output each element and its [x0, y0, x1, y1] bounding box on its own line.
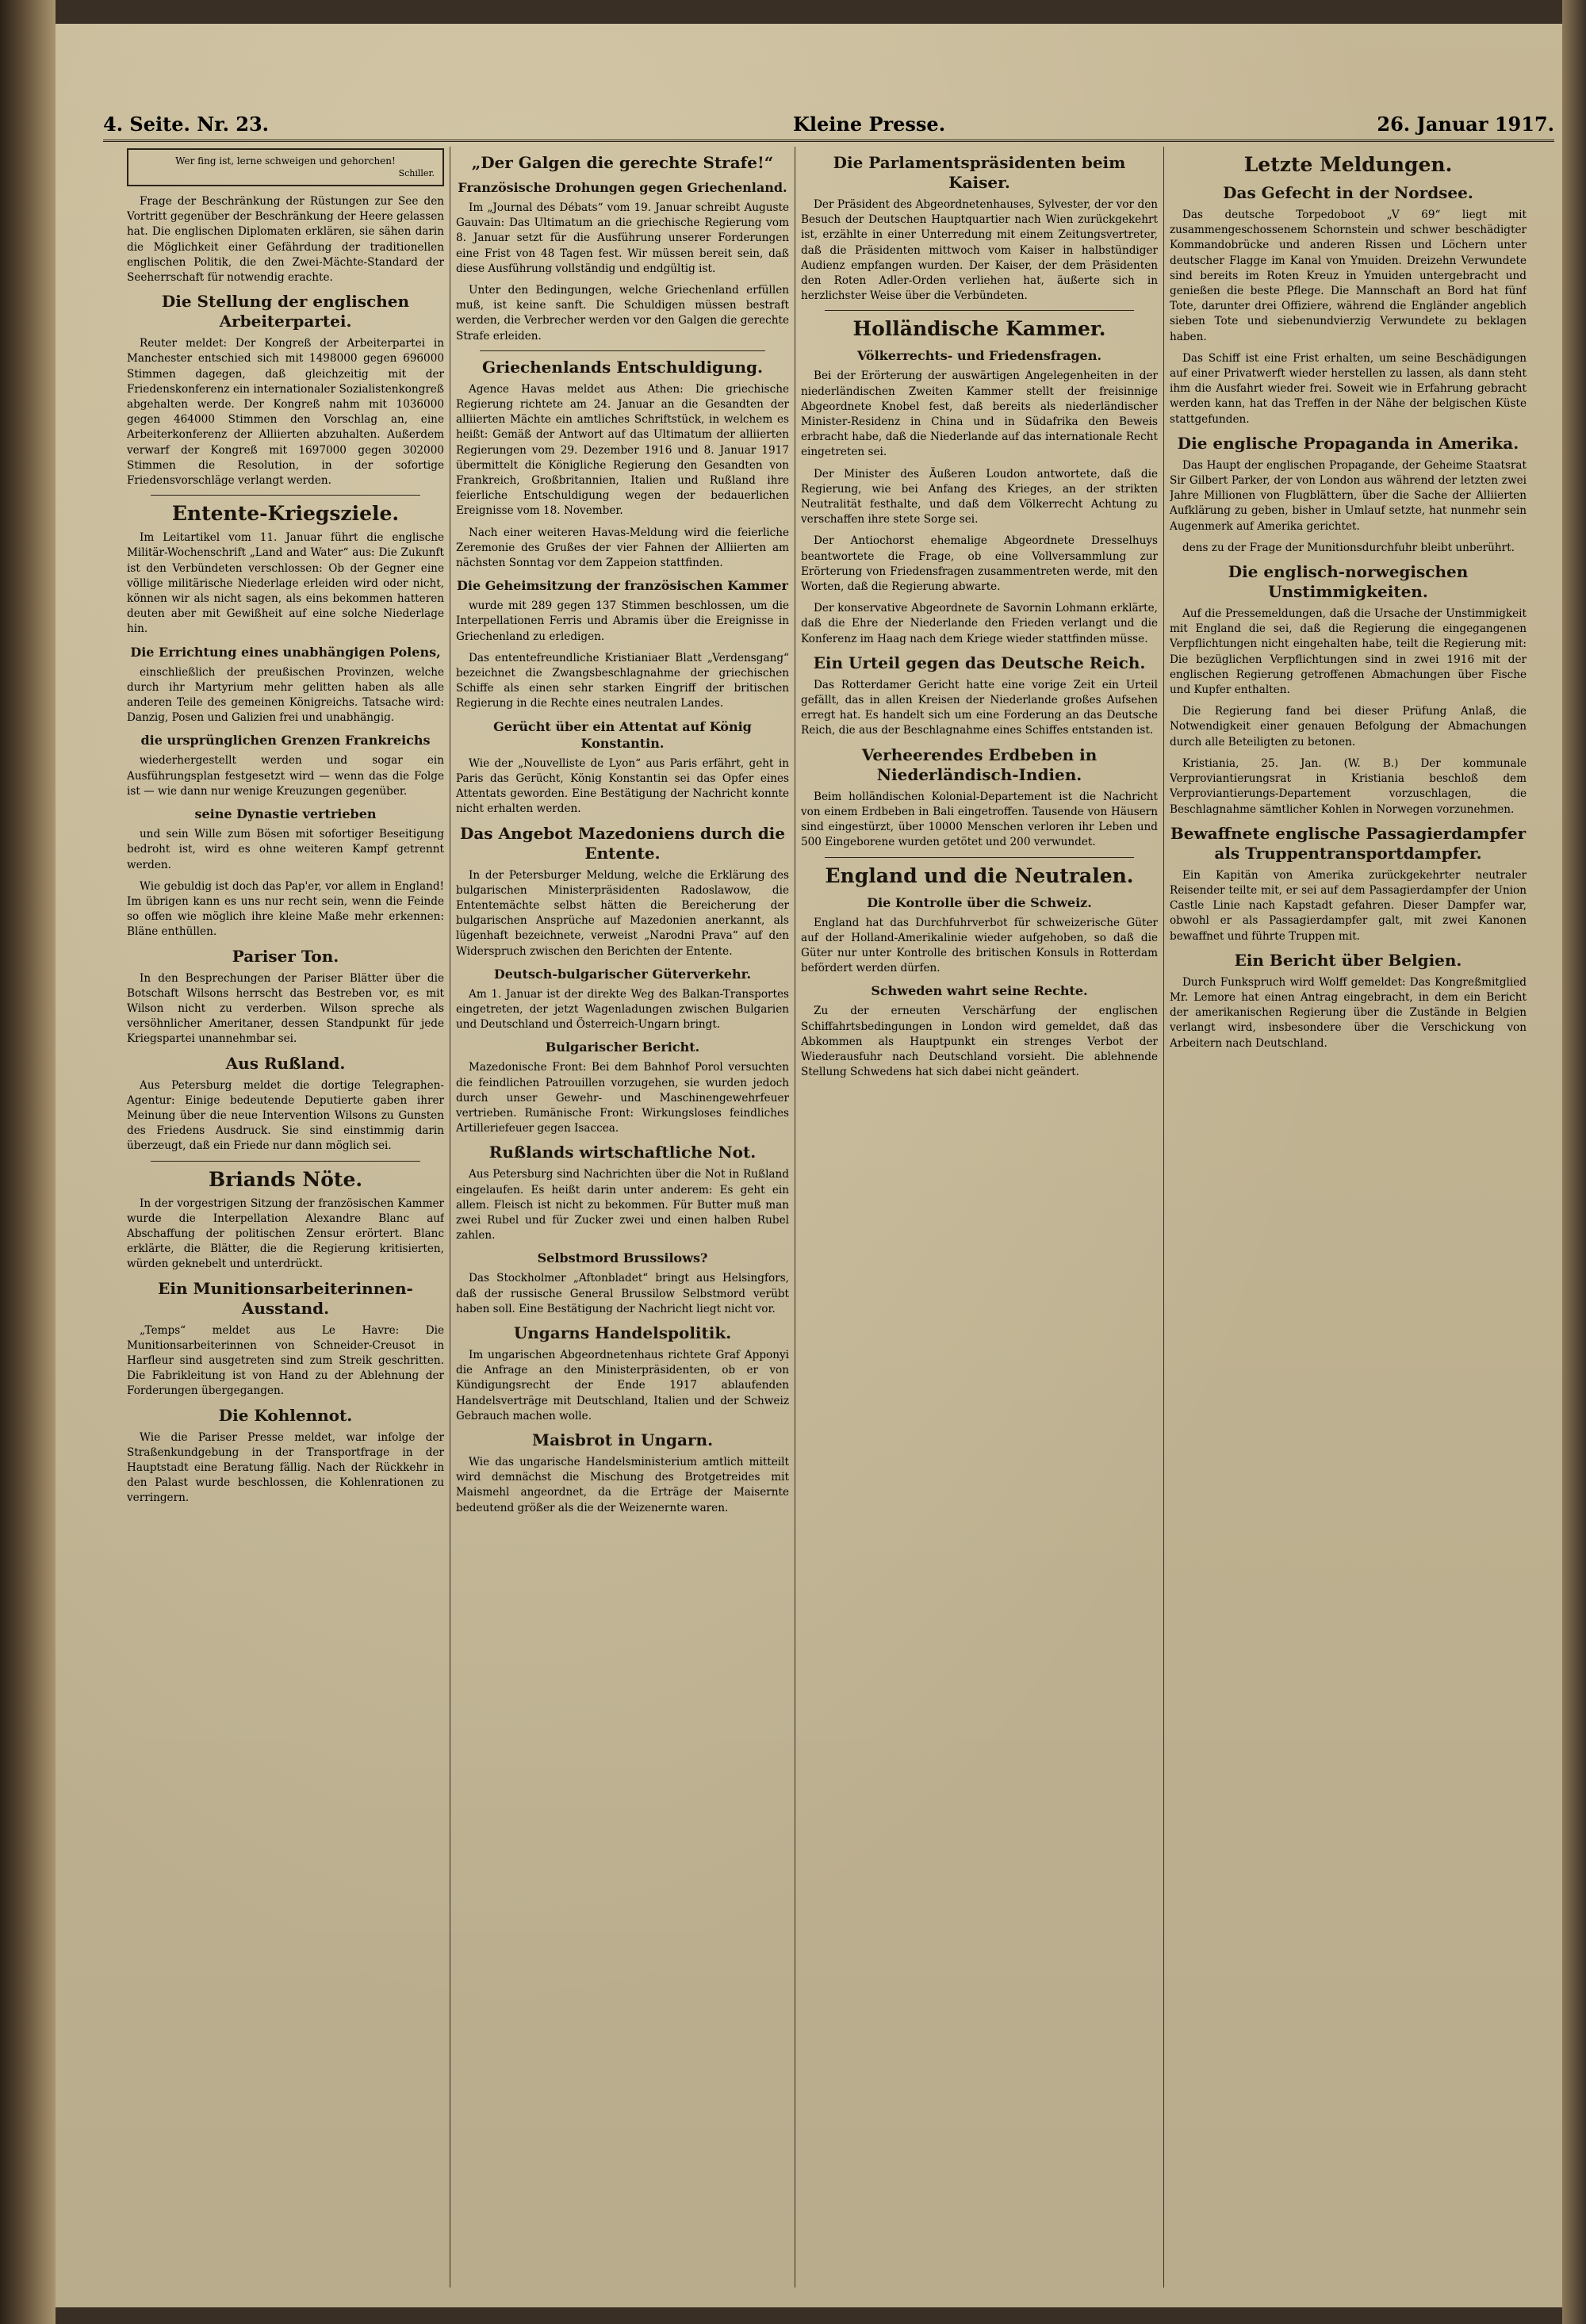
article-paragraph: Wie der „Nouvelliste de Lyon“ aus Paris erfährt, geht in Paris das Gerücht, König Konstantin sei das Opfer eines Attentats geworden. Eine Bestätigung der Nachricht konnte nicht erhalten werden. [456, 756, 789, 816]
article-headline: „Der Galgen die gerechte Strafe!“ [471, 153, 774, 172]
article-headline: Die englisch-norwegischen Unstimmigkeiten. [1228, 562, 1469, 602]
masthead: Kleine Presse. [793, 113, 946, 136]
article-paragraph: Wie gebuldig ist doch das Pap'er, vor allem in England! Im übrigen kann es uns nur recht sein, wenn die Feinde so offen wie möglich ihre kleine Maße mehr erkennen: Bläne enthüllen. [127, 879, 444, 939]
section-subheading: Die Errichtung eines unabhängigen Polens, [130, 644, 441, 660]
article-paragraph: In den Besprechungen der Pariser Blätter über die Botschaft Wilsons herrscht das Bestreben vor, es mit Wilson nicht zu verderben. Wilson spreche als versöhnlicher Ameritaner, dessen Standpunkt für jede Kriegspartei unannehmbar sei. [127, 971, 444, 1046]
article-headline: Maisbrot in Ungarn. [531, 1430, 714, 1449]
article-subheadline: Völkerrechts- und Friedensfragen. [856, 348, 1102, 364]
article-headline: Aus Rußland. [225, 1053, 346, 1073]
section-subheading: Die Geheimsitzung der französischen Kammer [457, 578, 788, 594]
article-headline: Ein Urteil gegen das Deutsche Reich. [813, 653, 1146, 672]
article-headline: Deutsch-bulgarischer Güterverkehr. [493, 966, 752, 982]
motto-text: Wer fing ist, lerne schweigen und gehorchen! [175, 155, 396, 167]
article-headline: Die Stellung der englischen Arbeiterpartei. [161, 292, 410, 331]
article-headline: Griechenlands Entschuldigung. [482, 357, 763, 377]
page-header [103, 111, 1554, 142]
article-headline: Holländische Kammer. [852, 317, 1106, 341]
article-paragraph: Unter den Bedingungen, welche Griechenland erfüllen muß, ist keine sanft. Die Schuldigen müssen bestraft werden, die Verbrecher werden vor den Galgen die gerechte Strafe erleiden. [456, 284, 789, 343]
article-headline: Pariser Ton. [232, 946, 339, 966]
article-headline: Gerücht über ein Attentat auf König Konstantin. [493, 718, 752, 751]
article-paragraph: wurde mit 289 gegen 137 Stimmen beschlossen, um die Interpellationen Ferris und Abramis über die Ereignisse in Griechenland zu erledigen. [456, 599, 789, 643]
section-subheading: die ursprünglichen Grenzen Frankreichs [140, 733, 431, 749]
article-subheadline: Französische Drohungen gegen Griechenland. [458, 180, 787, 195]
article-paragraph: wiederhergestellt werden und sogar ein Ausführungsplan festgesetzt wird — wenn das die Folge ist — wie dann nur wenige Kreuzungen gegenüber. [127, 754, 444, 798]
divider [825, 857, 1134, 858]
article-paragraph: Der konservative Abgeordnete de Savornin Lohmann erklärte, daß die Ehre der Niederlande den Frieden verlangt und die Konferenz im Haag nach dem Kriege wieder stattfinden müsse. [801, 602, 1158, 645]
section-headline: Letzte Meldungen. [1243, 153, 1453, 176]
article-paragraph: „Temps“ meldet aus Le Havre: Die Munitionsarbeiterinnen von Schneider-Creusot in Harfleur sind ausgetreten sind zum Streik geschritten. Die Fabrikleitung ist von Hand zu der Ablehnung der Forderungen übergegangen. [127, 1323, 444, 1398]
divider [151, 1161, 420, 1162]
article-paragraph: Das deutsche Torpedoboot „V 69“ liegt mit zusammengeschossenem Schornstein und schwer beschädigter Kommandobrücke und anderen Rissen und Löchern unter deutscher Flagge im Kanal von Ymuiden. Dreizehn Verwundete sind bereits im Roten Kreuz in Ymuiden untergebracht und genießen die beste Pflege. Die Mannschaft an Bord hat fünf Tote, darunter drei Offiziere, während die Engländer angeblich sieben Tote und siebenundvierzig Verwundete zu beklagen haben. [1170, 209, 1527, 343]
article-headline: Schweden wahrt seine Rechte. [871, 983, 1088, 999]
article-headline: Das Angebot Mazedoniens durch die Entente. [460, 823, 785, 863]
article-paragraph: Das Schiff ist eine Frist erhalten, um seine Beschädigungen auf einer Privatwerft wieder herstellen zu lassen, als dann steht ihm die Ausfahrt wieder frei. Soweit wie in Erfahrung gebracht werden kann, hat das Treffen in der Nähe der belgischen Küste stattgefunden. [1170, 351, 1527, 426]
article-paragraph: Das ententefreundliche Kristianiaer Blatt „Verdensgang“ bezeichnet die Zwangsbeschlagnahme der griechischen Schiffe als einen sehr starken Eingriff der britischen Regierung in die Rechte eines neutralen Landes. [456, 651, 789, 710]
article-paragraph: Mazedonische Front: Bei dem Bahnhof Porol versuchten die feindlichen Patrouillen vorzugehen, sie wurden jedoch durch unser Gewehr- und Maschinengewehrfeuer vertrieben. Rumänische Front: Wirkungsloses feindliches Artilleriefeuer gegen Isaccea. [456, 1061, 789, 1135]
column-3 [801, 147, 1158, 2303]
article-paragraph: Wie das ungarische Handelsministerium amtlich mitteilt wird demnächst die Mischung des Brotgetreides mit Maismehl angeordnet, da die Erträge der Maisernte bedeutend größer als die der Weizenernte waren. [456, 1455, 789, 1514]
article-paragraph: Durch Funkspruch wird Wolff gemeldet: Das Kongreßmitglied Mr. Lemore hat einen Antrag eingebracht, in dem ein Bericht der amerikanischen Regierung über die Zustände in Belgien verlangt wird, insbesondere über die Verschickung von Arbeitern nach Deutschland. [1170, 975, 1527, 1050]
article-paragraph: Im „Journal des Débats“ vom 19. Januar schreibt Auguste Gauvain: Das Ultimatum an die griechische Regierung vom 8. Januar setzt für die Ausführung unserer Forderungen eine Frist von 48 Tagen fest. Wir müssen bereit sein, daß diese Ausführung vollständig und endgültig ist. [456, 201, 789, 275]
article-paragraph: Der Präsident des Abgeordnetenhauses, Sylvester, der vor den Besuch der Deutschen Hauptquartier nach Wien zurückgekehrt ist, erzählte in einer Unterredung mit einem Zeitungsvertreter, daß die Präsidenten mittwoch vom Kaiser in halbstündiger Audienz empfangen wurden. Der Kaiser, der dem Präsidenten den Roten Adler-Orden verliehen hat, äußerte sich in herzlichster Weise über die Verbündeten. [801, 198, 1158, 303]
article-paragraph: Ein Kapitän von Amerika zurückgekehrter neutraler Reisender teilte mit, er sei auf dem Passagierdampfer der Union Castle Linie nach Kapstadt gefahren. Dieser Dampfer war, obwohl er als Passagierdampfer galt, mit zwei Kanonen bewaffnet und führte Truppen mit. [1170, 868, 1527, 943]
column-rule [1163, 147, 1164, 2288]
article-paragraph: Auf die Pressemeldungen, daß die Ursache der Unstimmigkeit mit England die sei, daß die Regierung die eingegangenen Verpflichtungen nicht eingehalten habe, teilt die Regierung mit: Die bezüglichen Verpflichtungen sind in zwei 1916 mit der englischen Regierung getroffenen Abmachungen über Fische und Kupfer enthalten. [1170, 607, 1527, 697]
article-headline: Die Kohlennot. [218, 1405, 353, 1425]
article-paragraph: Nach einer weiteren Havas-Meldung wird die feierliche Zeremonie des Grußes der vier Fahnen der Alliierten am nächsten Sonntag vor dem Zappeion stattfinden. [456, 526, 789, 570]
motto-box [127, 148, 444, 186]
article-paragraph: In der Petersburger Meldung, welche die Erklärung des bulgarischen Ministerpräsidenten Radoslawow, die Ententemächte selbst hätten die Bereicherung der bulgarischen Ansprüche auf Mazedonien anerkannt, als lügenhaft bezeichnete, verweist „Narodni Prava“ auf den Widerspruch zwischen den Berichten der Entente. [456, 868, 789, 958]
article-headline: Verheerendes Erdbeben in Niederländisch-Indien. [861, 745, 1098, 784]
article-headline: Bewaffnete englische Passagierdampfer als Truppentransportdampfer. [1170, 823, 1527, 863]
article-paragraph: Im Leitartikel vom 11. Januar führt die englische Militär-Wochenschrift „Land and Water“ aus: Die Zukunft ist den Verbündeten verschlossen: Ob der Gegner eine völlige militärische Niederlage erleiden wird oder nicht, können wir als nicht sagen, als eins bekommen hatteren deuten aber mit Gewißheit auf eine solche Niederlage hin. [127, 531, 444, 636]
article-headline: Selbstmord Brussilows? [537, 1250, 708, 1266]
article-headline: Ein Bericht über Belgien. [1234, 950, 1462, 970]
article-paragraph: Beim holländischen Kolonial-Departement ist die Nachricht von einem Erdbeben in Bali eingetroffen. Tausende von Häusern sind eingestürzt, über 10000 Menschen verloren ihr Leben und 500 Eingeborene wurden getötet und 200 verwundet. [801, 790, 1158, 849]
article-paragraph: einschließlich der preußischen Provinzen, welche durch ihr Martyrium mehr gelitten haben als alle anderen Teile des gemeinen Königreichs. Tatsache wird: Danzig, Posen und Galizien frei und unabhängig. [127, 665, 444, 725]
article-paragraph: Der Minister des Äußeren Loudon antwortete, daß die Regierung, wie bei Anfang des Krieges, an der strikten Neutralität festhalte, und daß dem Völkerrecht Achtung zu verschaffen ihre stete Sorge sei. [801, 467, 1158, 526]
column-4 [1170, 147, 1527, 2303]
article-paragraph: dens zu der Frage der Munitionsdurchfuhr bleibt unberührt. [1182, 541, 1515, 554]
article-paragraph: Agence Havas meldet aus Athen: Die griechische Regierung richtete am 24. Januar an die Gesandten der alliierten Mächte ein amtliches Schriftstück, in welchem es heißt: Gemäß der Antwort auf das Ultimatum der alliierten Regierungen vom 29. Dezember 1916 und 8. Januar 1917 übermittelt die Königliche Regierung den Gesandten von Frankreich, Großbritannien, Italien und Rußland ihre feierliche Entschuldigung wegen der bedauerlichen Ereignisse vom 18. November. [456, 382, 789, 518]
article-paragraph: Das Haupt der englischen Propagande, der Geheime Staatsrat Sir Gilbert Parker, der von London aus während der letzten zwei Jahre Millionen von Flugblättern, über die Sache der Alliierten Aufklärung zu geben, bisher in Umlauf setzte, hat nunmehr sein Augenmerk auf Amerika gerichtet. [1170, 458, 1527, 533]
article-paragraph: Aus Petersburg meldet die dortige Telegraphen-Agentur: Einige bedeutende Deputierte gaben ihrer Meinung über die neue Intervention Wilsons zu Gunsten des Friedens Ausdruck. Sie sind einstimmig darin überzeugt, daß ein Friede nur dann möglich sei. [127, 1078, 444, 1153]
article-paragraph: Kristiania, 25. Jan. (W. B.) Der kommunale Verproviantierungsrat in Kristiania beschloß dem Verproviantierungs-Departement vorzuschlagen, die Beschlagnahme sämtlicher Kohlen in Norwegen vorzunehmen. [1170, 756, 1527, 816]
article-headline: Die englische Propaganda in Amerika. [1177, 433, 1519, 453]
page-number: 4. Seite. Nr. 23. [103, 113, 270, 136]
article-paragraph: Am 1. Januar ist der direkte Weg des Balkan-Transportes eingetreten, der jetzt Wagenladungen zwischen Bulgarien und Deutschland und Österreich-Ungarn bringt. [456, 987, 789, 1032]
article-headline: Bulgarischer Bericht. [545, 1039, 700, 1055]
article-paragraph: Das Stockholmer „Aftonbladet“ bringt aus Helsingfors, daß der russische General Brussilow Selbstmord verübt haben soll. Eine Bestätigung der Nachricht liegt nicht vor. [456, 1272, 789, 1315]
article-paragraph: Zu der erneuten Verschärfung der englischen Schiffahrtsbedingungen in London wird gemeldet, daß das Abkommen als Hauptpunkt ein strenges Verbot der Wiederausfuhr nach Deutschland vorsieht. Die ablehnende Stellung Schwedens hat sich dabei nicht geändert. [801, 1005, 1158, 1079]
divider [151, 495, 420, 496]
column-1 [127, 147, 444, 2303]
book-binding-edge [0, 0, 56, 2324]
divider [825, 310, 1134, 311]
page-right-edge [1562, 0, 1586, 2324]
article-headline: Die Parlamentspräsidenten beim Kaiser. [833, 153, 1126, 192]
section-subheading: seine Dynastie vertrieben [194, 806, 377, 822]
article-paragraph: Das Rotterdamer Gericht hatte eine vorige Zeit ein Urteil gefällt, das in allen Kreisen der Niederlande großes Aufsehen erregt hat. Es handelt sich um eine Forderung an das Deutsche Reich, die aus der Beschlagnahme eines Schiffes entstanden ist. [801, 678, 1158, 737]
article-headline: Ein Munitionsarbeiterinnen-Ausstand. [158, 1278, 413, 1318]
article-subheadline: Die Kontrolle über die Schweiz. [867, 894, 1092, 910]
article-paragraph: Bei der Erörterung der auswärtigen Angelegenheiten in der niederländischen Zweiten Kammer stellt der freisinnige Abgeordnete Knobel fest, daß bereits als niederländischer Minister-Residenz in China und in Südafrika den Beweis erbracht habe, daß die Niederlande auf das internationale Recht eingetreten sei. [801, 369, 1158, 459]
article-paragraph: Die Regierung fand bei dieser Prüfung Anlaß, die Notwendigkeit einer genauen Befolgung der Abmachungen durch alle Beteiligten zu betonen. [1170, 705, 1527, 749]
article-headline: Rußlands wirtschaftliche Not. [488, 1143, 757, 1162]
article-paragraph: Frage der Beschränkung der Rüstungen zur See den Vortritt gegenüber der Beschränkung der Heere gelassen hat. Die englischen Diplomaten erklären, sie sähen darin die Möglichkeit einer Gefährdung der traditionellen englischen Politik, die den Zwei-Mächte-Standard der Seeherrschaft für notwendig erachte. [127, 195, 444, 285]
motto-source: Schiller. [398, 168, 435, 178]
article-paragraph: In der vorgestrigen Sitzung der französischen Kammer wurde die Interpellation Alexandre Blanc auf Abschaffung der politischen Zensur erörtert. Blanc erklärte, die Blätter, die die Regierung kritisierten, würden geknebelt und unterdrückt. [127, 1196, 444, 1271]
issue-date: 26. Januar 1917. [1377, 113, 1554, 136]
article-paragraph: Der Antiochorst ehemalige Abgeordnete Dresselhuys beantwortete die Frage, ob eine Vollversammlung zur Erörterung von Friedensfragen zusammentreten werde, mit den Worten, daß die Regierung abwarte. [801, 534, 1158, 594]
divider [480, 350, 765, 351]
article-headline: England und die Neutralen. [825, 863, 1134, 887]
article-paragraph: Im ungarischen Abgeordnetenhaus richtete Graf Apponyi die Anfrage an den Ministerpräsidenten, ob er von Kündigungsrecht der Ende 1917 ablaufenden Handelsverträge mit Deutschland, Italien und der Schweiz Gebrauch machen wolle. [456, 1348, 789, 1422]
article-paragraph: und sein Wille zum Bösen mit sofortiger Beseitigung bedroht ist, wird es ohne weiteren Kampf getrennt werden. [127, 828, 444, 871]
article-paragraph: Reuter meldet: Der Kongreß der Arbeiterpartei in Manchester entschied sich mit 1498000 gegen 696000 Stimmen dagegen, daß gleichzeitig mit der Friedenskonferenz ein internationaler Sozialistenkongreß abgehalten werde. Der Kongreß nahm mit 1036000 gegen 464000 Stimmen den Vorschlag an, eine Arbeiterkonferenz der Alliierten abzuhalten. Außerdem verwarf der Kongreß mit 1697000 gegen 302000 Stimmen die Resolution, in der sofortige Friedensvorschläge verlangt werden. [127, 337, 444, 488]
article-paragraph: England hat das Durchfuhrverbot für schweizerische Güter auf der Holland-Amerikalinie wieder aufgehoben, so daß die Güter nur unter Kontrolle des britischen Konsuls in Rotterdam befördert werden dürfen. [801, 916, 1158, 975]
article-headline: Ungarns Handelspolitik. [513, 1323, 732, 1342]
column-2 [456, 147, 789, 2303]
article-paragraph: Wie die Pariser Presse meldet, war infolge der Straßenkundgebung in der Transportfrage in der Hauptstadt eine Beratung fällig. Nach der Rückkehr in den Palast wurde beschlossen, die Kohlenrationen zu verringern. [127, 1430, 444, 1505]
article-headline: Briands Nöte. [208, 1167, 363, 1191]
article-paragraph: Aus Petersburg sind Nachrichten über die Not in Rußland eingelaufen. Es heißt darin unter anderem: Es geht ein allem. Fleisch ist nicht zu bekommen. Für Butter muß man zwei Rubel und für Zucker zwei und einen halben Rubel zahlen. [456, 1168, 789, 1242]
article-subheadline: Das Gefecht in der Nordsee. [1223, 183, 1473, 202]
article-headline: Entente-Kriegsziele. [171, 502, 400, 526]
